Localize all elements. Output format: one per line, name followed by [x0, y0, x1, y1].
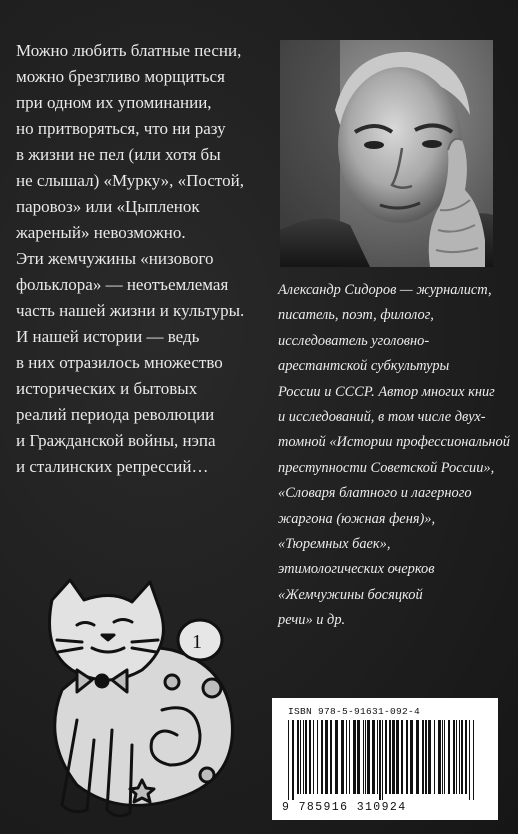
- cat-piggy-bank-illustration: [22, 570, 252, 825]
- isbn-label: ISBN 978-5-91631-092-4: [288, 706, 421, 717]
- barcode-bar: [453, 720, 455, 794]
- barcode-bar: [317, 720, 318, 794]
- blurb-text: [16, 38, 278, 480]
- barcode-bar: [300, 720, 301, 794]
- barcode-bar: [363, 720, 364, 794]
- barcode-bar: [321, 720, 323, 794]
- bio-line: преступности Советской России»,: [278, 459, 495, 476]
- bio-line: арестантской субкультуры: [278, 358, 450, 375]
- barcode-bar: [313, 720, 314, 794]
- barcode-bar: [410, 720, 413, 794]
- barcode-bar: [367, 720, 370, 794]
- barcode-bar: [434, 720, 435, 794]
- barcode-bar: [330, 720, 332, 794]
- blurb-line: жареный» невозможно.: [16, 223, 186, 242]
- barcode-bar: [309, 720, 311, 794]
- bio-line: жаргона (южная феня)»,: [278, 510, 436, 527]
- barcode-bar: [459, 720, 460, 794]
- bio-line: речи» и др.: [278, 612, 346, 629]
- barcode-bar: [438, 720, 441, 794]
- blurb-line: исторических и бытовых: [16, 379, 198, 398]
- isbn-barcode: [272, 698, 498, 820]
- barcode-bar: [425, 720, 427, 794]
- barcode-bar: [428, 720, 431, 794]
- barcode-bar: [392, 720, 395, 794]
- bio-line: «Тюремных баек»,: [278, 536, 391, 553]
- barcode-bar: [442, 720, 443, 794]
- barcode-bar: [288, 720, 289, 800]
- bio-line: писатель, поэт, филолог,: [278, 307, 434, 324]
- bio-line: исследователь уголовно-: [278, 332, 430, 349]
- barcode-bar: [292, 720, 294, 800]
- barcode-bar: [372, 720, 375, 794]
- cat-drawing: [22, 570, 252, 825]
- barcode-bar: [297, 720, 299, 794]
- barcode-bar: [448, 720, 450, 794]
- svg-text:1: 1: [192, 631, 202, 653]
- barcode-bar: [357, 720, 360, 794]
- author-bio: [278, 278, 516, 634]
- bio-line: томной «Истории профессиональной: [278, 434, 510, 451]
- barcode-bar: [422, 720, 424, 794]
- blurb-line: и Гражданской войны, нэпа: [16, 431, 216, 450]
- barcode-bar: [444, 720, 445, 794]
- barcode-bar: [353, 720, 356, 794]
- blurb-line: в жизни не пел (или хотя бы: [16, 145, 221, 164]
- blurb-line: и сталинских репрессий…: [16, 457, 209, 476]
- blurb-line: можно брезгливо морщиться: [16, 67, 225, 86]
- barcode-digits: 9 785916 310924: [282, 801, 407, 814]
- barcode-bar: [305, 720, 307, 794]
- blurb-line: фольклора» — неотъемлемая: [16, 275, 229, 294]
- bio-line: этимологических очерков: [278, 561, 435, 578]
- blurb-line: И нашей истории — ведь: [16, 327, 200, 346]
- blurb-line: Можно любить блатные песни,: [16, 41, 242, 60]
- blurb-line: в них отразилось множество: [16, 353, 223, 372]
- barcode-bar: [416, 720, 419, 794]
- barcode-bar: [461, 720, 463, 794]
- barcode-bar: [465, 720, 467, 794]
- barcode-bar: [377, 720, 378, 794]
- bio-line: «Словаря блатного и лагерного: [278, 485, 472, 502]
- blurb-line: при одном их упоминании,: [16, 93, 212, 112]
- barcode-bar: [401, 720, 403, 794]
- barcode-bar: [346, 720, 347, 794]
- barcode-bar: [406, 720, 408, 794]
- blurb-line: паровоз» или «Цыпленок: [16, 197, 200, 216]
- blurb-line: Эти жемчужины «низового: [16, 249, 214, 268]
- barcode-bar: [389, 720, 391, 794]
- barcode-bars: [286, 720, 486, 800]
- barcode-bar: [341, 720, 344, 794]
- barcode-bar: [396, 720, 399, 794]
- bio-line: «Жемчужины босяцкой: [278, 586, 423, 603]
- barcode-bar: [303, 720, 304, 794]
- blurb-line: часть нашей жизни и культуры.: [16, 301, 245, 320]
- author-portrait-image: [280, 40, 493, 267]
- blurb-line: не слышал) «Мурку», «Постой,: [16, 171, 244, 190]
- barcode-bar: [385, 720, 387, 794]
- blurb-line: реалий периода революции: [16, 405, 215, 424]
- blurb-line: но притворяться, что ни разу: [16, 119, 226, 138]
- barcode-bar: [469, 720, 470, 800]
- bio-line: и исследований, в том числе двух-: [278, 409, 486, 426]
- barcode-bar: [365, 720, 366, 794]
- barcode-bar: [456, 720, 457, 794]
- barcode-bar: [335, 720, 338, 794]
- author-photo: [280, 40, 493, 267]
- bio-line: России и СССР. Автор многих книг: [278, 383, 495, 400]
- barcode-bar: [349, 720, 350, 794]
- barcode-bar: [382, 720, 383, 800]
- bio-line: Александр Сидоров — журналист,: [278, 282, 492, 298]
- barcode-bar: [473, 720, 474, 800]
- barcode-bar: [379, 720, 381, 800]
- barcode-bar: [325, 720, 328, 794]
